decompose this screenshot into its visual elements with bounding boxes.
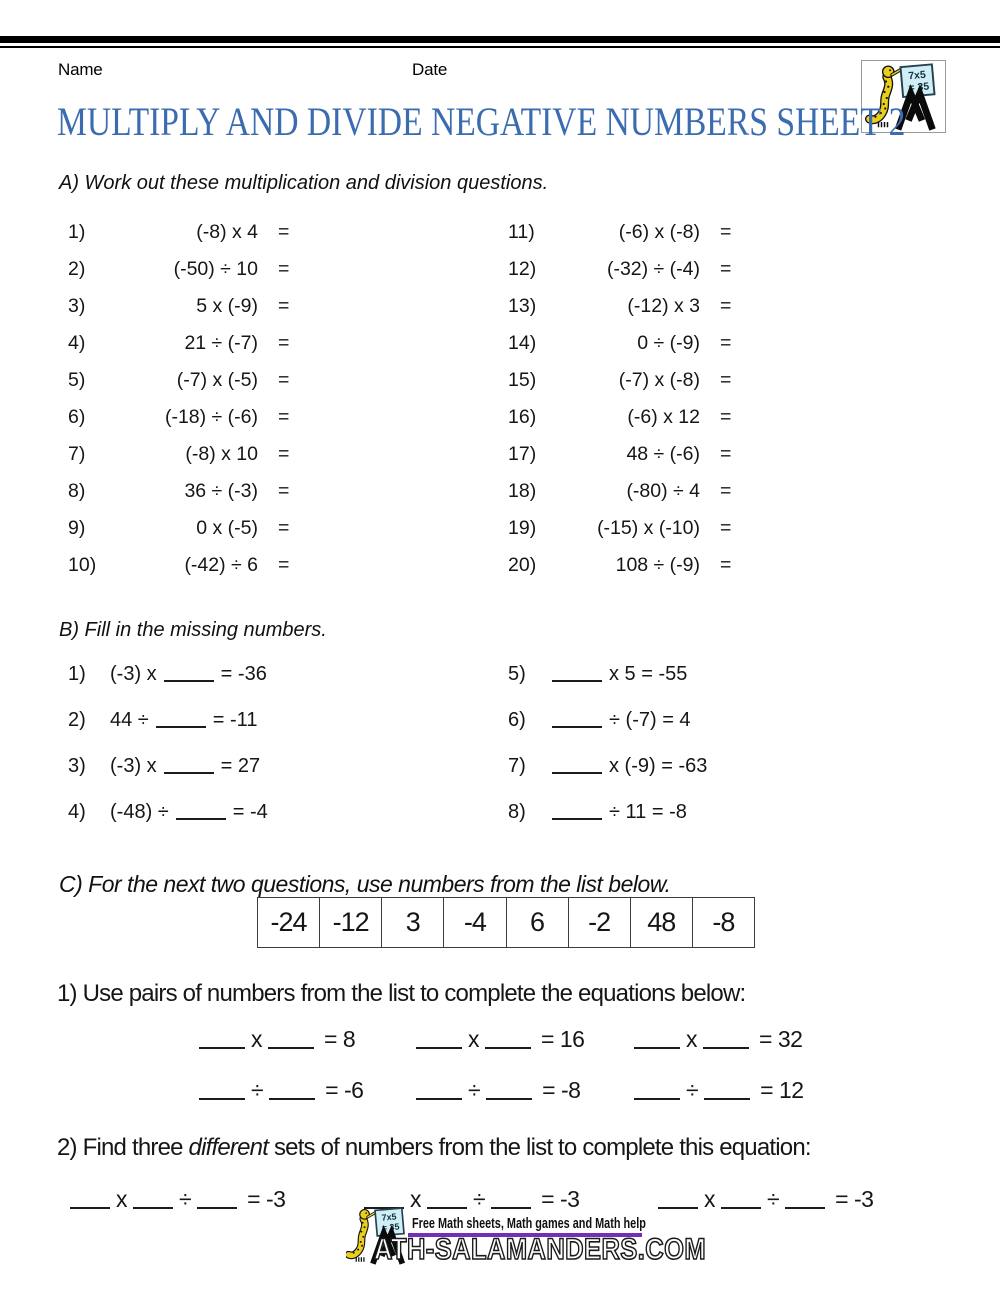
answer-blank	[704, 1098, 750, 1100]
equation-result: = 16	[541, 1026, 585, 1052]
section-b-heading: B) Fill in the missing numbers.	[59, 619, 327, 641]
expression-after-blank: = 27	[220, 755, 261, 777]
answer-blank	[552, 818, 602, 820]
number-cell: -8	[692, 898, 754, 947]
equation-result: = -3	[247, 1186, 286, 1212]
answer-blank	[156, 726, 206, 728]
question-number: 1)	[68, 663, 86, 685]
question-number: 1)	[68, 221, 86, 243]
question-row	[68, 368, 289, 405]
question-expression: 5 x (-9)	[196, 295, 258, 317]
section-a-left-column	[68, 220, 289, 590]
equation-result: = 32	[759, 1026, 803, 1052]
answer-blank	[634, 1098, 680, 1100]
question-row	[68, 516, 289, 553]
answer-blank	[268, 1047, 314, 1049]
number-list-table	[257, 897, 755, 948]
operator: x	[251, 1026, 262, 1052]
equation-result: = 8	[324, 1026, 356, 1052]
expression-after-blank: x 5 = -55	[609, 663, 688, 685]
operator: x	[704, 1186, 715, 1212]
equals-sign: =	[720, 480, 732, 502]
question-number: 3)	[68, 755, 86, 777]
equals-sign: =	[720, 295, 732, 317]
operator: x	[468, 1026, 479, 1052]
question-expression: 21 ÷ (-7)	[184, 332, 258, 354]
question-expression: (-42) ÷ 6	[184, 554, 258, 576]
question-row	[508, 331, 731, 368]
question-row	[508, 516, 731, 553]
question-row	[68, 442, 289, 479]
question-number: 17)	[508, 443, 537, 465]
equation-blank-pair	[410, 1026, 584, 1053]
question-row	[68, 405, 289, 442]
question-row	[68, 257, 289, 294]
question-number: 5)	[68, 369, 86, 391]
question-number: 18)	[508, 480, 537, 502]
q2-text-end: sets of numbers from the list to complete this equation:	[268, 1134, 811, 1161]
equation-result: = -3	[541, 1186, 580, 1212]
question-number: 3)	[68, 295, 86, 317]
section-b-right-column	[508, 661, 707, 845]
answer-blank	[416, 1047, 462, 1049]
answer-blank	[164, 772, 214, 774]
operator: ÷	[686, 1077, 699, 1103]
fill-in-row	[508, 661, 707, 707]
question-number: 7)	[508, 755, 526, 777]
question-number: 2)	[68, 709, 86, 731]
question-expression: (-32) ÷ (-4)	[606, 258, 700, 280]
question-expression: (-8) x 10	[185, 443, 258, 465]
answer-blank	[70, 1207, 110, 1209]
question-number: 10)	[68, 554, 97, 576]
question-expression: (-80) ÷ 4	[626, 480, 700, 502]
date-label: Date	[412, 60, 448, 79]
fill-in-row	[68, 799, 268, 845]
question-expression: (-15) x (-10)	[597, 517, 700, 539]
equation-result: = -8	[542, 1077, 581, 1103]
answer-blank	[703, 1047, 749, 1049]
equals-sign: =	[278, 332, 290, 354]
question-expression: (-8) x 4	[196, 221, 258, 243]
fill-in-row	[508, 707, 707, 753]
equals-sign: =	[720, 332, 732, 354]
top-rule-thin	[0, 46, 1000, 48]
q2-text-italic: different	[188, 1134, 269, 1161]
equals-sign: =	[720, 443, 732, 465]
answer-blank	[199, 1098, 245, 1100]
answer-blank	[269, 1098, 315, 1100]
fill-in-row	[508, 799, 707, 845]
equation-blank-triple	[64, 1186, 285, 1213]
equation-result: = -3	[835, 1186, 874, 1212]
question-expression: 108 ÷ (-9)	[615, 554, 700, 576]
operator: ÷	[179, 1186, 192, 1212]
footer-site-name: ATH-SALAMANDERS.COM	[374, 1233, 707, 1266]
answer-blank	[485, 1047, 531, 1049]
question-row	[508, 368, 731, 405]
question-row	[508, 479, 731, 516]
question-number: 12)	[508, 258, 537, 280]
question-expression: (-6) x 12	[627, 406, 700, 428]
equals-sign: =	[720, 369, 732, 391]
board-line2: = 35	[381, 1221, 400, 1233]
board-line1: 7x5	[381, 1211, 397, 1223]
equation-result: = 12	[760, 1077, 804, 1103]
expression-before-blank: 44 ÷	[110, 709, 149, 731]
section-b-left-column	[68, 661, 268, 845]
question-number: 8)	[508, 801, 526, 823]
equation-blank-pair	[410, 1077, 580, 1104]
equals-sign: =	[278, 480, 290, 502]
c-question-2-text	[57, 1134, 811, 1162]
answer-blank	[785, 1207, 825, 1209]
equals-sign: =	[720, 406, 732, 428]
number-cell: 3	[381, 898, 443, 947]
question-number: 19)	[508, 517, 537, 539]
number-cell: -2	[568, 898, 630, 947]
question-row	[68, 479, 289, 516]
number-cell: -4	[443, 898, 505, 947]
question-expression: (-7) x (-8)	[618, 369, 700, 391]
equals-sign: =	[278, 554, 290, 576]
question-row	[508, 405, 731, 442]
name-label: Name	[58, 60, 103, 79]
question-number: 11)	[508, 221, 535, 243]
operator: ÷	[767, 1186, 780, 1212]
expression-after-blank: x (-9) = -63	[609, 755, 708, 777]
equals-sign: =	[720, 554, 732, 576]
answer-blank	[176, 818, 226, 820]
number-cell: 48	[630, 898, 692, 947]
expression-before-blank: (-3) x	[110, 663, 157, 685]
answer-blank	[416, 1098, 462, 1100]
expression-after-blank: = -4	[232, 801, 268, 823]
question-number: 13)	[508, 295, 537, 317]
board-line1: 7x5	[907, 68, 926, 83]
operator: ÷	[251, 1077, 264, 1103]
answer-blank	[634, 1047, 680, 1049]
number-cell: 6	[506, 898, 568, 947]
question-expression: (-50) ÷ 10	[173, 258, 258, 280]
equals-sign: =	[278, 517, 290, 539]
equals-sign: =	[278, 221, 290, 243]
question-row	[68, 294, 289, 331]
number-cell: -12	[319, 898, 381, 947]
equation-blank-pair	[193, 1026, 355, 1053]
answer-blank	[486, 1098, 532, 1100]
question-expression: (-6) x (-8)	[618, 221, 700, 243]
expression-before-blank: (-48) ÷	[110, 801, 169, 823]
equation-blank-triple	[652, 1186, 873, 1213]
answer-blank	[658, 1207, 698, 1209]
question-row	[508, 220, 731, 257]
question-expression: (-7) x (-5)	[176, 369, 258, 391]
salamander-figure	[349, 1210, 376, 1262]
equals-sign: =	[720, 517, 732, 539]
fill-in-row	[68, 707, 268, 753]
question-expression: 0 x (-5)	[196, 517, 258, 539]
page-title: MULTIPLY AND DIVIDE NEGATIVE NUMBERS SHEET 2	[57, 99, 906, 144]
equals-sign: =	[278, 258, 290, 280]
equals-sign: =	[278, 295, 290, 317]
question-expression: 36 ÷ (-3)	[184, 480, 258, 502]
section-a-heading: A) Work out these multiplication and division questions.	[59, 172, 549, 194]
answer-blank	[491, 1207, 531, 1209]
question-row	[508, 553, 731, 590]
equation-result: = -6	[325, 1077, 364, 1103]
fill-in-row	[68, 661, 268, 707]
question-number: 8)	[68, 480, 86, 502]
operator: ÷	[468, 1077, 481, 1103]
section-a-right-column	[508, 220, 731, 590]
operator: x	[410, 1186, 421, 1212]
answer-blank	[427, 1207, 467, 1209]
question-number: 6)	[508, 709, 526, 731]
equals-sign: =	[278, 406, 290, 428]
question-row	[68, 220, 289, 257]
question-expression: 48 ÷ (-6)	[626, 443, 700, 465]
answer-blank	[164, 680, 214, 682]
equals-sign: =	[720, 258, 732, 280]
question-expression: 0 ÷ (-9)	[637, 332, 700, 354]
question-number: 4)	[68, 332, 86, 354]
question-row	[508, 257, 731, 294]
c-question-1-text: 1) Use pairs of numbers from the list to complete the equations below:	[57, 980, 746, 1007]
top-rule-thick	[0, 36, 1000, 43]
question-expression: (-18) ÷ (-6)	[164, 406, 258, 428]
answer-blank	[552, 726, 602, 728]
answer-blank	[552, 772, 602, 774]
equals-sign: =	[278, 443, 290, 465]
answer-blank	[199, 1047, 245, 1049]
equals-sign: =	[720, 221, 732, 243]
operator: x	[686, 1026, 697, 1052]
board-line2: = 35	[907, 80, 930, 95]
question-number: 20)	[508, 554, 537, 576]
question-number: 5)	[508, 663, 526, 685]
answer-blank	[552, 680, 602, 682]
equation-blank-pair	[193, 1077, 363, 1104]
answer-blank	[133, 1207, 173, 1209]
answer-blank	[197, 1207, 237, 1209]
equation-blank-pair	[628, 1077, 804, 1104]
question-row	[68, 553, 289, 590]
expression-after-blank: = -36	[220, 663, 267, 685]
number-cell: -24	[270, 907, 307, 937]
expression-after-blank: ÷ (-7) = 4	[609, 709, 691, 731]
expression-after-blank: ÷ 11 = -8	[609, 801, 687, 823]
question-number: 14)	[508, 332, 537, 354]
footer-tagline: Free Math sheets, Math games and Math help	[412, 1216, 646, 1232]
operator: ÷	[473, 1186, 486, 1212]
question-number: 4)	[68, 801, 86, 823]
question-row	[68, 331, 289, 368]
fill-in-row	[508, 753, 707, 799]
question-number: 7)	[68, 443, 86, 465]
question-number: 6)	[68, 406, 86, 428]
q2-text-start: 2) Find three	[57, 1134, 189, 1161]
answer-blank	[721, 1207, 761, 1209]
expression-after-blank: = -11	[212, 709, 258, 731]
question-number: 2)	[68, 258, 86, 280]
question-expression: (-12) x 3	[627, 295, 700, 317]
operator: x	[116, 1186, 127, 1212]
section-c-heading: C) For the next two questions, use numbers from the list below.	[59, 871, 671, 897]
question-number: 9)	[68, 517, 86, 539]
question-row	[508, 442, 731, 479]
question-number: 16)	[508, 406, 537, 428]
equation-blank-pair	[628, 1026, 802, 1053]
equals-sign: =	[278, 369, 290, 391]
expression-before-blank: (-3) x	[110, 755, 157, 777]
fill-in-row	[68, 753, 268, 799]
question-number: 15)	[508, 369, 537, 391]
question-row	[508, 294, 731, 331]
